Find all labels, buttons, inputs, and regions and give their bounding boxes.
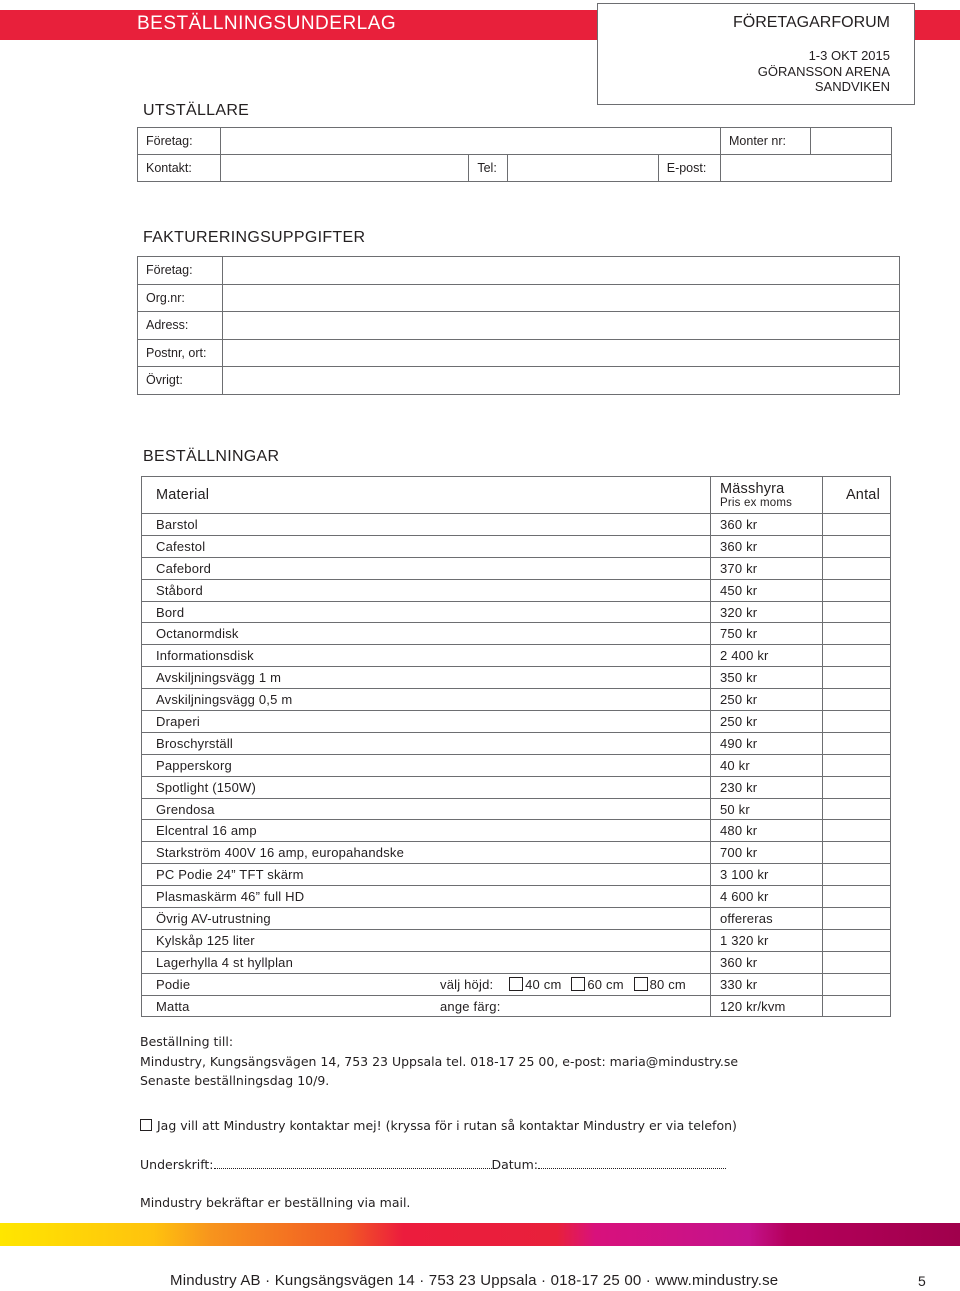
order-item-quantity-field[interactable] — [823, 908, 891, 930]
order-item-quantity-field[interactable] — [823, 864, 891, 886]
order-item-price: 40 kr — [711, 754, 823, 776]
order-item-price: 2 400 kr — [711, 645, 823, 667]
order-item-name: Draperi — [142, 711, 711, 733]
contact-label: Kontakt: — [138, 155, 221, 182]
booth-label: Monter nr: — [721, 128, 811, 155]
order-row — [142, 820, 891, 842]
footer-color-stripe — [0, 1223, 960, 1246]
podie-row-material — [142, 973, 711, 995]
order-item-name: Starkström 400V 16 amp, europahandske — [142, 842, 711, 864]
podie-quantity-field[interactable] — [823, 973, 891, 995]
matta-row-material — [142, 995, 711, 1017]
event-info-box — [597, 3, 915, 105]
order-item-name: Papperskorg — [142, 754, 711, 776]
page-number: 5 — [918, 1273, 926, 1289]
order-item-quantity-field[interactable] — [823, 645, 891, 667]
section-title-exhibitor: UTSTÄLLARE — [143, 102, 250, 119]
billing-company-field[interactable] — [223, 257, 900, 285]
order-item-price: 4 600 kr — [711, 886, 823, 908]
billing-postcode-field[interactable] — [223, 339, 900, 367]
event-details — [758, 48, 890, 95]
billing-address-field[interactable] — [223, 312, 900, 340]
order-item-name: Plasmaskärm 46” full HD — [142, 886, 711, 908]
order-item-quantity-field[interactable] — [823, 798, 891, 820]
order-row — [142, 732, 891, 754]
podie-option-60[interactable] — [571, 977, 623, 992]
price-header-sub: Pris ex moms — [720, 496, 793, 509]
order-item-quantity-field[interactable] — [823, 667, 891, 689]
podie-price: 330 kr — [711, 973, 823, 995]
billing-postcode-label: Postnr, ort: — [138, 339, 223, 367]
order-item-quantity-field[interactable] — [823, 557, 891, 579]
order-row — [142, 579, 891, 601]
podie-option-80[interactable] — [634, 977, 686, 992]
order-item-name: Broschyrställ — [142, 732, 711, 754]
phone-label: Tel: — [469, 155, 507, 182]
order-item-quantity-field[interactable] — [823, 601, 891, 623]
order-row — [142, 557, 891, 579]
order-item-name: Lagerhylla 4 st hyllplan — [142, 951, 711, 973]
booth-field[interactable] — [810, 128, 891, 155]
column-header-quantity: Antal — [823, 477, 891, 514]
order-item-quantity-field[interactable] — [823, 514, 891, 536]
phone-field[interactable] — [507, 155, 658, 182]
order-item-name: Barstol — [142, 514, 711, 536]
order-item-quantity-field[interactable] — [823, 535, 891, 557]
order-deadline: Senaste beställningsdag 10/9. — [140, 1073, 330, 1088]
order-item-quantity-field[interactable] — [823, 820, 891, 842]
order-row — [142, 711, 891, 733]
order-item-name: Cafebord — [142, 557, 711, 579]
order-item-quantity-field[interactable] — [823, 776, 891, 798]
order-item-quantity-field[interactable] — [823, 951, 891, 973]
order-row — [142, 929, 891, 951]
order-rows — [142, 514, 891, 974]
matta-option-label: ange färg: — [440, 998, 501, 1014]
checkbox-80cm[interactable] — [634, 977, 648, 991]
order-item-name: Avskiljningsvägg 0,5 m — [142, 689, 711, 711]
contact-field[interactable] — [221, 155, 469, 182]
order-item-price: 1 320 kr — [711, 929, 823, 951]
order-item-price: 350 kr — [711, 667, 823, 689]
order-item-price: 750 kr — [711, 623, 823, 645]
billing-orgnr-field[interactable] — [223, 284, 900, 312]
order-item-quantity-field[interactable] — [823, 623, 891, 645]
document-title: BESTÄLLNINGSUNDERLAG — [137, 13, 397, 34]
order-to-label: Beställning till: — [140, 1034, 234, 1049]
order-item-price: 320 kr — [711, 601, 823, 623]
order-row — [142, 667, 891, 689]
order-row — [142, 754, 891, 776]
section-title-orders: BESTÄLLNINGAR — [143, 448, 280, 465]
event-city: SANDVIKEN — [814, 79, 890, 94]
order-row — [142, 798, 891, 820]
checkbox-40cm[interactable] — [509, 977, 523, 991]
billing-other-field[interactable] — [223, 367, 900, 395]
company-field[interactable] — [221, 128, 721, 155]
order-item-price: 3 100 kr — [711, 864, 823, 886]
order-item-price: 230 kr — [711, 776, 823, 798]
date-label: Datum: — [491, 1157, 538, 1172]
order-item-price: 360 kr — [711, 514, 823, 536]
order-item-name: PC Podie 24” TFT skärm — [142, 864, 711, 886]
order-row — [142, 645, 891, 667]
order-row — [142, 951, 891, 973]
podie-label: Podie — [156, 976, 191, 992]
contact-request — [140, 1116, 737, 1136]
order-item-price: 450 kr — [711, 579, 823, 601]
order-item-name: Ståbord — [142, 579, 711, 601]
matta-quantity-field[interactable] — [823, 995, 891, 1017]
order-instructions — [140, 1032, 738, 1091]
order-item-price: 490 kr — [711, 732, 823, 754]
order-item-price: 50 kr — [711, 798, 823, 820]
matta-label: Matta — [156, 998, 190, 1014]
order-item-quantity-field[interactable] — [823, 842, 891, 864]
order-row — [142, 623, 891, 645]
order-item-quantity-field[interactable] — [823, 929, 891, 951]
billing-orgnr-label: Org.nr: — [138, 284, 223, 312]
order-item-price: 360 kr — [711, 951, 823, 973]
billing-company-label: Företag: — [138, 257, 223, 285]
order-item-name: Kylskåp 125 liter — [142, 929, 711, 951]
column-header-material: Material — [142, 477, 711, 514]
exhibitor-table — [137, 127, 892, 182]
order-item-name: Övrig AV-utrustning — [142, 908, 711, 930]
order-item-price: 480 kr — [711, 820, 823, 842]
podie-option-80-label: 80 cm — [649, 976, 686, 992]
confirmation-note: Mindustry bekräftar er beställning via mail. — [140, 1195, 411, 1210]
podie-option-label: välj höjd: — [440, 976, 494, 992]
order-item-price: 370 kr — [711, 557, 823, 579]
order-row — [142, 886, 891, 908]
order-item-quantity-field[interactable] — [823, 732, 891, 754]
order-item-name: Avskiljningsvägg 1 m — [142, 667, 711, 689]
order-row — [142, 776, 891, 798]
order-item-name: Bord — [142, 601, 711, 623]
podie-option-60-label: 60 cm — [587, 976, 624, 992]
section-title-billing: FAKTURERINGSUPPGIFTER — [143, 229, 366, 246]
order-item-quantity-field[interactable] — [823, 689, 891, 711]
order-item-name: Octanormdisk — [142, 623, 711, 645]
order-row — [142, 842, 891, 864]
order-item-price: offereras — [711, 908, 823, 930]
order-item-price: 700 kr — [711, 842, 823, 864]
order-row — [142, 689, 891, 711]
billing-other-label: Övrigt: — [138, 367, 223, 395]
order-item-name: Grendosa — [142, 798, 711, 820]
order-item-name: Elcentral 16 amp — [142, 820, 711, 842]
order-to-address: Mindustry, Kungsängsvägen 14, 753 23 Uppsala tel. 018-17 25 00, e-post: maria@mindustry.se — [140, 1053, 739, 1069]
order-item-price: 360 kr — [711, 535, 823, 557]
billing-table — [137, 256, 900, 395]
date-field[interactable] — [538, 1156, 726, 1169]
order-row — [142, 535, 891, 557]
contact-checkbox[interactable] — [140, 1119, 152, 1131]
orders-table — [141, 476, 891, 1017]
podie-option-40-label: 40 cm — [525, 976, 562, 992]
email-field[interactable] — [721, 155, 892, 182]
column-header-price — [711, 477, 823, 514]
order-item-price: 250 kr — [711, 711, 823, 733]
order-row — [142, 601, 891, 623]
order-item-quantity-field[interactable] — [823, 711, 891, 733]
order-item-quantity-field[interactable] — [823, 579, 891, 601]
event-name: FÖRETAGARFORUM — [732, 14, 890, 31]
signature-line — [140, 1155, 726, 1175]
footer-address: Mindustry AB · Kungsängsvägen 14 · 753 23 Uppsala · 018-17 25 00 · www.mindustry.se — [170, 1272, 779, 1289]
podie-option-40[interactable] — [509, 977, 561, 992]
order-item-name: Cafestol — [142, 535, 711, 557]
billing-address-label: Adress: — [138, 312, 223, 340]
matta-price: 120 kr/kvm — [711, 995, 823, 1017]
email-label: E-post: — [658, 155, 720, 182]
order-item-name: Informationsdisk — [142, 645, 711, 667]
event-date: 1-3 OKT 2015 — [808, 48, 890, 63]
signature-field[interactable] — [214, 1156, 492, 1169]
contact-checkbox-label: Jag vill att Mindustry kontaktar mej! (kryssa för i rutan så kontaktar Mindustry er via telefon) — [157, 1118, 737, 1133]
price-header-label: Mässhyra — [720, 480, 785, 497]
company-label: Företag: — [138, 128, 221, 155]
order-item-price: 250 kr — [711, 689, 823, 711]
order-item-quantity-field[interactable] — [823, 754, 891, 776]
checkbox-60cm[interactable] — [571, 977, 585, 991]
order-item-name: Spotlight (150W) — [142, 776, 711, 798]
event-venue: GÖRANSSON ARENA — [757, 63, 890, 79]
order-item-quantity-field[interactable] — [823, 886, 891, 908]
order-row — [142, 864, 891, 886]
order-row — [142, 908, 891, 930]
order-row — [142, 514, 891, 536]
signature-label: Underskrift: — [140, 1157, 214, 1172]
